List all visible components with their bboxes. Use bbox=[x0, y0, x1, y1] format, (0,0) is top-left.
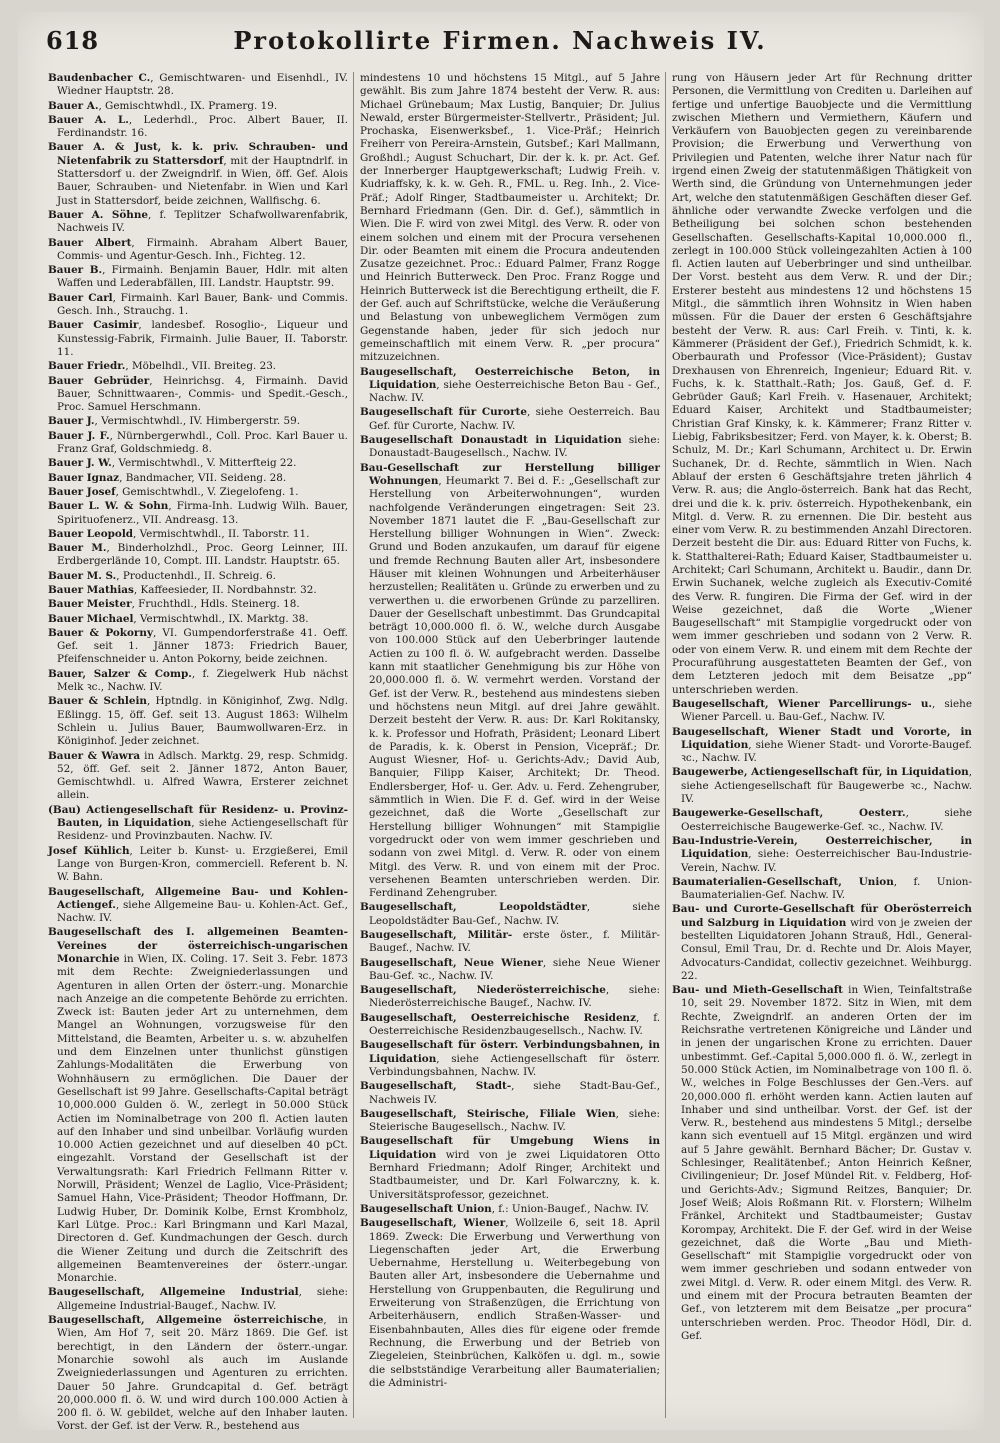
directory-entry bbox=[48, 472, 348, 485]
entry-firm-name: Baugesellschaft, Neue Wiener bbox=[360, 956, 543, 969]
directory-entry bbox=[672, 698, 972, 725]
entry-firm-name: Bauer & Wawra bbox=[48, 749, 141, 762]
directory-entry bbox=[48, 598, 348, 611]
entry-text: , f. Ziegelwerk Hub nächst Melk ꝛc., Nachw. IV. bbox=[57, 667, 348, 694]
entry-text: , Firmainh. Abraham Albert Bauer, Commis- und Agentur-Gesch. Inh., Fichteg. 12. bbox=[57, 236, 348, 262]
entry-firm-name: Baumaterialien-Gesellschaft, Union bbox=[672, 875, 894, 888]
directory-entry bbox=[360, 1217, 660, 1390]
entry-text: erste öster., f. Militär-Baugef., Nachw. IV. bbox=[369, 929, 660, 955]
page-number: 618 bbox=[46, 26, 100, 55]
entry-firm-name: Baugesellschaft, Niederösterreichische bbox=[360, 984, 606, 997]
directory-entry bbox=[48, 750, 348, 803]
page-title: Protokollirte Firmen. Nachweis IV. bbox=[233, 26, 767, 55]
entry-text: , f.: Union-Baugef., Nachw. IV. bbox=[491, 1202, 649, 1215]
directory-entry bbox=[48, 264, 348, 291]
entry-firm-name: Baugesellschaft, Wiener Stadt und Vororte, in Liquidation bbox=[672, 725, 972, 751]
entry-firm-name: Bau-Industrie-Verein, Oesterreichischer, in Liquidation bbox=[672, 834, 972, 861]
entry-text: , Gemischtwhdl., V. Ziegelofeng. 1. bbox=[115, 485, 299, 498]
entry-firm-name: Baugesellschaft, Steirische, Filiale Wien bbox=[360, 1107, 616, 1120]
directory-entry bbox=[48, 668, 348, 695]
entry-firm-name: Bauer Mathias bbox=[48, 583, 134, 596]
entry-firm-name: Baugesellschaft, Militär- bbox=[360, 929, 513, 941]
directory-entry bbox=[48, 500, 348, 527]
entry-firm-name: Bauer, Salzer & Comp. bbox=[48, 667, 192, 680]
entry-text: in Wien, IX. Coling. 17. Seit 3. Febr. 1873 mit dem Rechte: Zweigniederlassungen und Agenturen in allen Orten der österr.-ung. Monarchie nach Anzeige an die competente Behörde zu errichten. Zweck ist: Bauten jeder Art zu unternehmen, dem Mangel an Wohnungen, vorzugsweise für den Mittelstand, die Beamten, Arbeiter u. s. w. abzuhelfen und dem Einzelnen unter thunlichst günstigen Zahlungs-Modalitäten die Erwerbung von Wohnhäusern zu ermöglichen. Die Dauer der Gesellschaft ist 99 Jahre. Gesellschafts-Capital beträgt 10,000.000 Gulden ö. W., zerlegt in 50.000 Stück Actien im Nominalbetrage von 200 fl. Actien lauten auf den Inhaber und sind unbeilbar. Vorläufig wurden 10.000 Actien gezeichnet und auf dieselben 40 pCt. eingezahlt. Vorstand der Gesellschaft ist der Verwaltungsrath: Karl Friedrich Fellmann Ritter v. Norwill, Präsident; Wenzel de Laglio, Vice-Präsident; Samuel Hahn, Vice-Präsident; Theodor Hoffmann, Dr. Ludwig Huber, Dr. Dominik Kolbe, Ernst Krombholz, Karl Lütge. Proc.: Karl Bringmann und Karl Mazal, Directoren d. Gef. Kundmachungen der Gesch. durch die Wiener Zeitung und durch die Zeitschrift des allgemeinen Beamtenvereines der österr.-ungar. Monarchie. bbox=[57, 953, 348, 1285]
entry-firm-name: Bau-Gesellschaft zur Herstellung billiger Wohnungen bbox=[360, 461, 660, 487]
directory-entry bbox=[48, 613, 348, 626]
text-columns bbox=[48, 72, 978, 1433]
directory-entry bbox=[48, 695, 348, 748]
entry-text: , Wollzeile 6, seit 18. April 1869. Zweck: Die Erwerbung und Verwerthung von Liegenschaften jeder Art, die Erwerbung Uebernahme, Herstellung u. Weiterbegebung von Bauten aller Art, insbesondere die Uebernahme und Herstellung von Gruppenbauten, die Regulirung und Erweiterung von Straßenzügen, die Errichtung von Arbeiterhäusern, endlich Straßen-Wasser- und Eisenbahnbauten, Alles dies für eigene oder fremde Rechnung, die Erwerbung und der Betrieb von Ziegeleien, Steinbrüchen, Kalköfen u. dgl. m., sowie die selbstständige Verarbeitung aller Baumaterialien; die Administri- bbox=[369, 1217, 660, 1389]
entry-text: wird von je zwei Liquidatoren Otto Bernhard Friedmann; Adolf Ringer, Architekt und Stadtbaumeister, und Dr. Karl Folwarczny, k. k. Universitätsprofessor, gezeichnet. bbox=[369, 1148, 660, 1201]
entry-firm-name: Baugesellschaft, Oesterreichische Residenz bbox=[360, 1011, 637, 1024]
entry-text: , f. Teplitzer Schafwollwarenfabrik, Nachweis IV. bbox=[57, 208, 348, 235]
column-divider bbox=[353, 72, 354, 1418]
entry-text: , siehe Oesterreichische Beton Bau - Gef., Nachw. IV. bbox=[369, 378, 660, 405]
entry-firm-name: Bauer Casimir bbox=[48, 319, 139, 332]
directory-entry bbox=[360, 1203, 660, 1216]
entry-text: mindestens 10 und höchstens 15 Mitgl., auf 5 Jahre gewählt. Bis zum Jahre 1874 besteht der Verw. R. aus: Michael Grünebaum; Max Lustig, Banquier; Dr. Julius Newald, erster Bürgermeister-Stellvertr., Präsident; Jul. Prochaska, Eisenwerksbef., 1. Vice-Präf.; Heinrich Freiherr von Pereira-Arnstein, Gutsbef.; Karl Mallmann, Großhdl.; August Schuchart, Dir. der k. k. pr. Act. Gef. der Innerberger Hauptgewerkschaft; Ludwig Freih. v. Kudriaffsky, k. k. w. Geh. R., FML. u. Reg. Inh., 2. Vice-Präf.; Adolf Ringer, Stadtbaumeister u. Architekt; Dr. Bernhard Friedmann (Gen. Dir. d. Gef.), sämmtlich in Wien. Die F. wird von zwei Mitgl. des Verw. R. oder von einem solchen und einem mit der Procura versehenen Dir. oder Beamten mit einem die Procura andeutenden Zusatze gezeichnet. Proc.: Eduard Palmer, Franz Rogge und Heinrich Butterweck. Den Proc. Franz Rogge und Heinrich Butterweck ist die Berechtigung ertheilt, die F. der Gef. auch auf Schriftstücke, welche die Veräußerung und Belastung von unbeweglichem Vermögen zum Gegenstande haben, jeder für sich jedoch nur gemeinschaftlich mit einem Verw. R. „per procura“ mitzuzeichnen. bbox=[360, 72, 660, 364]
entry-text: , Lederhdl., Proc. Albert Bauer, II. Ferdinandstr. 16. bbox=[57, 113, 348, 140]
entry-text: , Gemischtwaren- und Eisenhdl., IV. Wiedner Hauptstr. 28. bbox=[57, 72, 348, 98]
entry-text: , siehe Allgemeine Bau- u. Kohlen-Act. Gef., Nachw. IV. bbox=[57, 898, 348, 925]
directory-entry bbox=[48, 528, 348, 541]
directory-entry bbox=[48, 209, 348, 236]
directory-entry bbox=[48, 570, 348, 583]
entry-text: , Gemischtwhdl., IX. Pramerg. 19. bbox=[98, 99, 278, 112]
directory-entry bbox=[48, 457, 348, 470]
entry-text: in Adlsch. Marktg. 29, resp. Schmidg. 52, öff. Gef. seit 2. Jänner 1872, Anton Bauer, Gemischtwhdl. u. Alfred Wawra, Ersterer zeichnet allein. bbox=[57, 749, 348, 802]
entry-text: , Leiter b. Kunst- u. Erzgießerei, Emil Lange von Burgen-Kron, commerciell. Referent b. N. W. Bahn. bbox=[57, 844, 348, 884]
directory-entry bbox=[48, 886, 348, 926]
entry-text: , siehe Oesterreichische Baugewerke-Gef. ꝛc., Nachw. IV. bbox=[681, 807, 972, 833]
entry-text: , Firmainh. Karl Bauer, Bank- und Commis. Gesch. Inh., Strauchg. 1. bbox=[57, 291, 349, 318]
directory-entry bbox=[360, 462, 660, 901]
entry-text: , Bandmacher, VII. Seideng. 28. bbox=[119, 471, 287, 484]
entry-firm-name: Bauer Ignaz bbox=[48, 471, 120, 484]
entry-text: in Wien, Teinfaltstraße 10, seit 29. November 1872. Sitz in Wien, mit dem Rechte, Zweigndrlf. an anderen Orten der im Reichsrathe vertretenen Königreiche und Länder und in jenen der ungarischen Krone zu errichten. Dauer unbestimmt. Gef.-Capital 5,000.000 fl. ö. W., zerlegt in 50.000 Stück Actien, im Nominalbetrage von 100 fl. ö. W., welches in Folge Beschlusses der Gen.-Vers. auf 20,000.000 fl. erhöht werden kann. Actien lauten auf Inhaber und sind untheilbar. Vorst. der Gef. ist der Verw. R., bestehend aus mindestens 5 Mitgl.; derselbe kann sich eventuell auf 15 Mitgl. ergänzen und wird auf 5 Jahre gewählt. Bernhard Bächer; Dr. Gustav v. Schlesinger, Realitätenbef.; Anton Heinrich Keßner, Civilingenieur; Dr. Josef Mündel Rit. v. Feldberg, Hof- und Gerichts-Adv.; Sigmund Reitzes, Banquier; Dr. Josef Weiß; Alois Roßmann Rit. v. Florstern; Wilhelm Fränkel, Architekt und Stadtbaumeister; Gustav Korompay, Architekt. Die F. der Gef. wird in der Weise gezeichnet, daß die Worte „Bau und Mieth-Gesellschaft“ mit Stampiglie vorgedruckt oder von wem immer geschrieben und sodann entweder von zwei Mitgl. d. Verw. R. oder einem Mitgl. des Verw. R. und einem mit der Procura betrauten Beamten der Gef., von letzterem mit dem Beisatze „per procura“ unterschrieben werden. Proc. Theodor Hödl, Dir. d. Gef. bbox=[681, 984, 972, 1342]
directory-entry bbox=[48, 114, 348, 141]
entry-text: , Vermischtwhdl., II. Taborstr. 11. bbox=[133, 527, 310, 540]
directory-entry bbox=[48, 360, 348, 373]
directory-entry bbox=[360, 901, 660, 928]
entry-text: , Möbelhdl., VII. Breiteg. 23. bbox=[125, 360, 277, 373]
entry-firm-name: Bauer J. F. bbox=[48, 429, 110, 442]
entry-firm-name: Bauer Albert bbox=[48, 236, 132, 249]
entry-text: , siehe Actiengesellschaft für österr. Verbindungsbahnen, Nachw. IV. bbox=[369, 1052, 660, 1078]
directory-entry bbox=[672, 903, 972, 983]
entry-firm-name: Baugesellschaft, Oesterreichische Beton, in Liquidation bbox=[360, 365, 660, 391]
entry-firm-name: Bauer L. W. & Sohn bbox=[48, 500, 169, 513]
directory-entry bbox=[360, 984, 660, 1011]
entry-text: , Heinrichsg. 4, Firmainh. David Bauer, Schnittwaaren-, Commis- und Spedit.-Gesch., Proc. Samuel Herschmann. bbox=[57, 374, 348, 414]
entry-firm-name: Baugesellschaft des I. allgemeinen Beamten-Vereines der österreichisch-ungarischen Monarchie bbox=[48, 926, 348, 965]
directory-entry bbox=[48, 141, 348, 207]
entry-firm-name: Bau- und Curorte-Gesellschaft für Oberösterreich und Salzburg in Liquidation bbox=[672, 903, 972, 929]
directory-entry bbox=[360, 1108, 660, 1135]
entry-firm-name: Bauer Leopold bbox=[48, 527, 134, 540]
entry-text: , siehe Leopoldstädter Bau-Gef., Nachw. IV. bbox=[369, 901, 660, 927]
entry-text: , siehe Stadt-Bau-Gef., Nachweis IV. bbox=[369, 1080, 660, 1106]
entry-firm-name: Bauer A. bbox=[48, 99, 99, 112]
directory-entry bbox=[672, 766, 972, 806]
directory-entry bbox=[360, 434, 660, 461]
entry-firm-name: Baugesellschaft Union bbox=[360, 1202, 492, 1215]
entry-firm-name: Baugesellschaft für Umgebung Wiens in Liquidation bbox=[360, 1135, 660, 1161]
entry-firm-name: Bauer Josef bbox=[48, 485, 116, 498]
entry-firm-name: Baugesellschaft für Curorte bbox=[360, 406, 527, 419]
entry-firm-name: Baugesellschaft, Allgemeine österreichische bbox=[48, 1314, 324, 1327]
entry-firm-name: Bauer A. L. bbox=[48, 113, 129, 126]
directory-entry bbox=[360, 366, 660, 406]
entry-text: siehe: Donaustadt-Baugesellsch., Nachw. IV. bbox=[369, 434, 660, 460]
directory-entry bbox=[672, 807, 972, 834]
directory-entry bbox=[48, 584, 348, 597]
directory-entry bbox=[360, 1012, 660, 1039]
entry-text: , siehe Wiener Parcell. u. Bau-Gef., Nachw. IV. bbox=[681, 697, 972, 724]
directory-entry bbox=[48, 627, 348, 667]
entry-firm-name: Baugesellschaft, Allgemeine Bau- und Kohlen-Actiengef. bbox=[48, 885, 348, 911]
entry-text: , landesbef. Rosoglio-, Liqueur und Kunstessig-Fabrik, Firmainh. Julie Bauer, II. Taborstr. 11. bbox=[57, 319, 348, 358]
directory-entry bbox=[360, 1135, 660, 1201]
directory-entry bbox=[48, 319, 348, 359]
directory-entry bbox=[48, 292, 348, 319]
entry-text: , siehe: Steierische Baugesellsch., Nachw. IV. bbox=[369, 1107, 660, 1134]
column-divider bbox=[665, 72, 666, 1418]
entry-text: , Vermischtwhdl., V. Mitterfteig 22. bbox=[111, 457, 297, 470]
entry-firm-name: Baugesellschaft, Leopoldstädter bbox=[360, 901, 587, 914]
entry-text: , siehe Oesterreich. Bau Gef. für Curorte, Nachw. IV. bbox=[369, 406, 660, 432]
directory-entry bbox=[48, 237, 348, 264]
entry-firm-name: Josef Kühlich bbox=[48, 844, 130, 857]
entry-firm-name: Baugewerbe, Actiengesellschaft für, in Liquidation bbox=[672, 766, 969, 779]
entry-text: , in Wien, Am Hof 7, seit 20. März 1869. Die Gef. ist berechtigt, in den Ländern der österr.-ungar. Monarchie sowohl als auch im Auslande Zweigniederlassungen und Agenturen zu errichten. Dauer 50 Jahre. Grundcapital d. Gef. beträgt 20,000.000 fl. ö. W. und wird durch 100.000 Actien à 200 fl. ö. W. gebildet, welche auf den Inhaber lauten. Vorst. der Gef. ist der Verw. R., bestehend aus bbox=[57, 1314, 349, 1433]
entry-firm-name: Bauer Carl bbox=[48, 291, 113, 304]
entry-firm-name: Baudenbacher C. bbox=[48, 72, 151, 84]
entry-firm-name: Bauer Michael bbox=[48, 612, 134, 625]
directory-entry bbox=[48, 430, 348, 457]
entry-firm-name: Bauer & Pokorny bbox=[48, 626, 153, 639]
entry-text: , Firma-Inh. Ludwig Wilh. Bauer, Spirituofenerz., VII. Andreasg. 13. bbox=[57, 500, 348, 526]
directory-entry bbox=[48, 845, 348, 885]
entry-text: , Vermischtwhdl., IX. Marktg. 38. bbox=[133, 612, 309, 625]
directory-entry bbox=[48, 486, 348, 499]
entry-text: , Nürnbergerwhdl., Coll. Proc. Karl Bauer u. Franz Graf, Goldschmiedg. 8. bbox=[57, 429, 348, 456]
entry-firm-name: Bauer A. Söhne bbox=[48, 208, 149, 221]
entry-text: , Binderholzhdl., Proc. Georg Leinner, III. Erdbergerlände 10, Compt. III. Landstr. Hauptstr. 65. bbox=[57, 542, 348, 568]
entry-firm-name: Baugewerke-Gesellschaft, Oesterr. bbox=[672, 807, 906, 820]
entry-text: , VI. Gumpendorferstraße 41. Oeff. Gef. seit 1. Jänner 1873: Friedrich Bauer, Pfeifenschneider u. Anton Pokorny, beide zeichnen. bbox=[57, 626, 348, 666]
directory-entry bbox=[360, 1039, 660, 1079]
entry-text: , siehe Wiener Stadt- und Vororte-Baugef. ꝛc., Nachw. IV. bbox=[681, 738, 972, 765]
entry-firm-name: (Bau) Actiengesellschaft für Residenz- u. Provinz-Bauten, in Liquidation bbox=[48, 803, 348, 830]
entry-firm-name: Bauer & Schlein bbox=[48, 695, 147, 708]
entry-text: , siehe Actiengesellschaft für Residenz- und Provinzbauten. Nachw. IV. bbox=[57, 817, 349, 843]
entry-text: , siehe: Niederösterreichische Baugef., Nachw. IV. bbox=[369, 984, 660, 1010]
entry-firm-name: Bauer Meister bbox=[48, 598, 132, 611]
directory-entry bbox=[48, 542, 348, 569]
entry-text: , siehe: Oesterreichischer Bau-Industrie-Verein, Nachw. IV. bbox=[681, 848, 972, 874]
entry-text: , siehe: Allgemeine Industrial-Baugef., Nachw. IV. bbox=[57, 1286, 348, 1312]
entry-firm-name: Bauer M. bbox=[48, 542, 107, 555]
directory-entry bbox=[48, 72, 348, 99]
entry-text: , mit der Hauptndrlf. in Stattersdorf u. der Zweigndrlf. in Wien, öff. Gef. Alois Bauer, Schrauben- und Nietenfabr. in Wien und Karl Just in Stattersdorf, beide zeichnen, Wallfischg. 6. bbox=[57, 154, 348, 207]
entry-firm-name: Bauer J. bbox=[48, 415, 95, 428]
scanned-page bbox=[18, 12, 984, 1433]
entry-firm-name: Bauer J. W. bbox=[48, 457, 112, 470]
entry-firm-name: Baugesellschaft, Allgemeine Industrial bbox=[48, 1286, 299, 1299]
column-2 bbox=[360, 72, 660, 1418]
entry-firm-name: Baugesellschaft für österr. Verbindungsbahnen, in Liquidation bbox=[360, 1039, 660, 1065]
directory-entry bbox=[672, 726, 972, 766]
entry-firm-name: Bauer Friedr. bbox=[48, 360, 126, 373]
directory-entry bbox=[48, 926, 348, 1285]
column-3 bbox=[672, 72, 972, 1418]
entry-text: , Vermischtwhdl., IV. Himbergerstr. 59. bbox=[94, 415, 301, 428]
entry-firm-name: Baugesellschaft, Stadt- bbox=[360, 1080, 512, 1093]
directory-entry bbox=[48, 1314, 348, 1434]
entry-firm-name: Baugesellschaft, Wiener Parcellirungs- u. bbox=[672, 697, 933, 710]
directory-entry bbox=[48, 1286, 348, 1313]
entry-firm-name: Baugesellschaft Donaustadt in Liquidation bbox=[360, 434, 622, 447]
directory-entry bbox=[48, 415, 348, 428]
directory-entry bbox=[48, 804, 348, 844]
directory-entry bbox=[672, 876, 972, 903]
directory-entry bbox=[360, 957, 660, 984]
entry-text: , siehe Neue Wiener Bau-Gef. ꝛc., Nachw. IV. bbox=[369, 956, 660, 982]
entry-firm-name: Bau- und Mieth-Gesellschaft bbox=[672, 984, 843, 997]
entry-text: , f. Union-Baumaterialien-Gef. Nachw. IV. bbox=[681, 875, 973, 902]
directory-entry bbox=[672, 835, 972, 875]
entry-text: , Firmainh. Benjamin Bauer, Hdlr. mit alten Waffen und Lederabfällen, III. Landstr. Hauptstr. 99. bbox=[57, 264, 348, 290]
directory-entry bbox=[672, 984, 972, 1343]
directory-entry bbox=[360, 929, 660, 956]
entry-firm-name: Baugesellschaft, Wiener bbox=[360, 1217, 506, 1230]
entry-text: wird von je zweien der bestellten Liquidatoren Johann Strauß, Hdl., General-Consul, Emil Trau, Dr. d. Rechte und Dr. Alois Mayer, Advocaturs-Candidat, collectiv gezeichnet. Weihburgg. 22. bbox=[681, 916, 972, 982]
entry-firm-name: Bauer Gebrüder bbox=[48, 374, 150, 387]
directory-entry bbox=[360, 1080, 660, 1107]
entry-text: , Hptndlg. in Königinhof, Zwg. Ndlg. Eßlingg. 15, öff. Gef. seit 13. August 1863: Wilhelm Schlein u. Julius Bauer, Baumwollwaren-Erz. in Königinhof. Jeder zeichnet. bbox=[57, 695, 349, 748]
directory-entry bbox=[48, 375, 348, 415]
entry-firm-name: Bauer A. & Just, k. k. priv. Schrauben- und Nietenfabrik zu Stattersdorf bbox=[48, 141, 348, 167]
directory-entry bbox=[360, 72, 660, 365]
entry-firm-name: Bauer B. bbox=[48, 264, 103, 277]
page-header bbox=[32, 18, 968, 62]
directory-entry bbox=[672, 72, 972, 697]
entry-text: , Kaffeesieder, II. Nordbahnstr. 32. bbox=[133, 583, 317, 596]
entry-firm-name: Bauer M. S. bbox=[48, 569, 117, 582]
entry-text: , Productenhdl., II. Schreig. 6. bbox=[116, 569, 276, 582]
column-1 bbox=[48, 72, 349, 1433]
entry-text: rung von Häusern jeder Art für Rechnung dritter Personen, die Vermittlung von Crediten u. Darleihen auf fertige und unfertige Bauobjecte und die Vermittlung zwischen Miethern und Vermiethern, Käufern und Verkäufern von Bauobjecten gegen zu vereinbarende Provision; die Erwerbung und Verwerthung von Privilegien und Patenten, welche ihrer Natur nach für irgend einen Zweig der statutenmäßigen Thätigkeit von Werth sind, die Gründung von Unternehmungen jeder Art, welche den statutenmäßigen Geschäften dieser Gef. ähnliche oder verwandte Zwecke verfolgen und die Betheiligung bei solchen schon bestehenden Gesellschaften. Gesellschafts-Kapital 10,000.000 fl., zerlegt in 100.000 Stück volleingezahlten Actien à 100 fl. Actien lauten auf Ueberbringer und sind untheilbar. Der Vorst. besteht aus dem Verw. R. und der Dir.; Ersterer besteht aus mindestens 12 und höchstens 15 Mitgl., die sämmtlich ihren Wohnsitz in Wien haben müssen. Für die Dauer der ersten 6 Geschäftsjahre besteht der Verw. R. aus: Carl Freih. v. Tinti, k. k. Kämmerer (Präsident der Gef.), Friedrich Schmidt, k. k. Oberbaurath und Professor (Vice-Präsident); Gustav Drexhausen von Ehrenreich, Ingenieur; Eduard Rit. v. Fuchs, k. k. Statthalt.-Rath; Jos. Gauß, Gef. d. F. Gebrüder Gauß; Karl Freih. v. Hasenauer, Architekt; Eduard Kaiser, Architekt und Stadtbaumeister; Christian Graf Kinsky, k. k. Kämmerer; Franz Ritter v. Liebig, Fabriksbesitzer; Ferd. von Mayer, k. k. Oberst; B. Schulz, M. Dr.; Karl Schumann, Architect u. Dr. Erwin Suchanek, Dr. d. Rechte, sämmtlich in Wien. Nach Ablauf der ersten 6 Geschäftsjahre treten jährlich 4 Verw. R. aus; die Anglo-österreich. Bank hat das Recht, drei und die k. k. priv. österreich. Hypothekenbank, ein Mitgl. d. Verw. R. zu ernennen. Die Dir. besteht aus einer vom Verw. R. zu bestimmenden Anzahl Directoren. Derzeit besteht die Dir. aus: Eduard Ritter von Fuchs, k. k. Statthalterei-Rath; Eduard Kaiser, Stadtbaumeister u. Architekt; Carl Schumann, Architekt u. Baudir., dann Dr. Erwin Suchanek, welche zugleich als Executiv-Comité des Verw. R. fungiren. Die Firma der Gef. wird in der Weise gezeichnet, daß die Worte „Wiener Baugesellschaft“ mit Stampiglie vorgedruckt oder von wem immer geschrieben und sodann von 2 Verw. R. oder von einem Verw. R. und einem mit dem Rechte der Procuraführung ausgestatteten Beamten der Gef., von dem Letzteren jedoch mit dem Beisatze „pp“ unterschrieben werden. bbox=[672, 72, 972, 696]
directory-entry bbox=[360, 406, 660, 433]
entry-text: , Heumarkt 7. Bei d. F.: „Gesellschaft zur Herstellung von Arbeiterwohnungen“, wurden nachfolgende Veränderungen eingetragen: Seit 23. November 1871 lautet die F. „Bau-Gesellschaft zur Herstellung billiger Wohnungen in Wien“. Zweck: Grund und Boden anzukaufen, um darauf für eigene und fremde Rechnung Bauten aller Art, insbesondere Häuser mit kleinen Wohnungen und Arbeiterhäuser herzustellen; Realitäten u. Gründe zu erwerben und zu verwerthen u. die erworbenen Gründe zu parzelliren. Dauer der Gesellschaft unbestimmt. Das Grundcapital beträgt 10,000.000 fl. ö. W., welche durch Ausgabe von 100.000 Stück auf den Ueberbringer lautende Actien zu 100 fl. ö. W. aufgebracht werden. Dasselbe kann mit staatlicher Genehmigung bis zur Höhe von 20,000.000 fl. ö. W. vermehrt werden. Vorstand der Gef. ist der Verw. R., bestehend aus mindestens sieben und höchstens neun Mitgl. auf drei Jahre gewählt. Derzeit besteht der Verw. R. aus: Dr. Karl Rokitansky, k. k. Professor und Hofrath, Präsident; Leonard Libert de Paradis, k. k. Oberst in Pension, Vicepräf.; Dr. August Wiesner, Hof- u. Gerichts-Adv.; David Aub, Banquier, Filipp Kaiser, Architekt; Dr. Theod. Endlersberger, Hof- u. Ger. Adv. u. Ferd. Zehengruber, sämmtlich in Wien. Die F. d. Gef. wird in der Weise gezeichnet, daß die Worte „Gesellschaft zur Herstellung billiger Wohnungen“ mit Stampiglie vorgedruckt oder von wem immer geschrieben und sodann von zwei Mitgl. d. Verw. R. oder von einem Mitgl. des Verw. R. und von einem mit der Proc. versehenen Beamten unterschrieben werden. Dir. Ferdinand Zehengruber. bbox=[369, 474, 660, 900]
directory-entry bbox=[48, 100, 348, 113]
entry-text: , Fruchthdl., Hdls. Steinerg. 18. bbox=[131, 598, 300, 611]
entry-text: , siehe Actiengesellschaft für Baugewerbe ꝛc., Nachw. IV. bbox=[681, 766, 972, 806]
entry-text: , f. Oesterreichische Residenzbaugesellsch., Nachw. IV. bbox=[369, 1011, 660, 1038]
